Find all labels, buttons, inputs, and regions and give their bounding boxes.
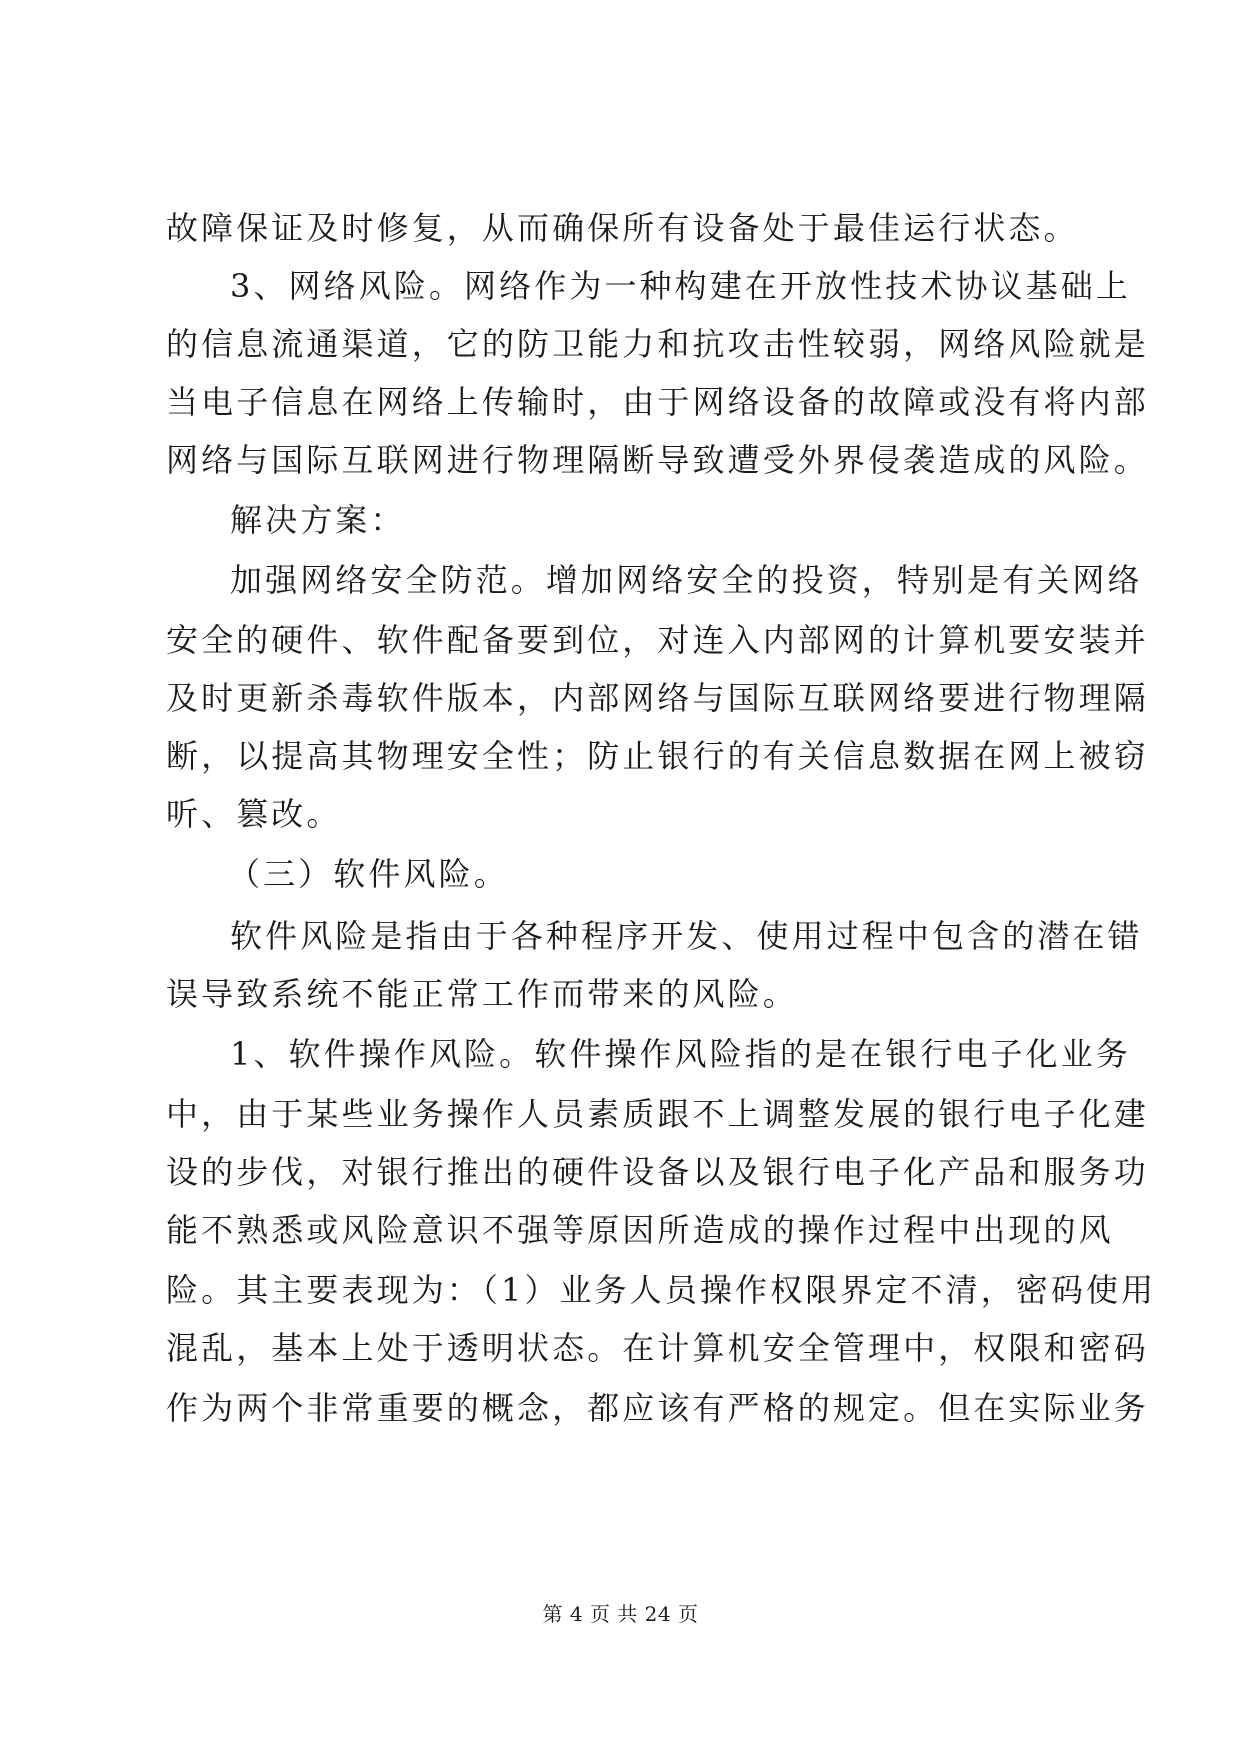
text-line: 3、网络风险。网络作为一种构建在开放性技术协议基础上 xyxy=(230,267,1131,305)
text-line: 险。其主要表现为：（1）业务人员操作权限界定不清，密码使用 xyxy=(166,1271,1157,1309)
text-line: 软件风险是指由于各种程序开发、使用过程中包含的潜在错 xyxy=(230,917,1143,955)
text-line: 误导致系统不能正常工作而带来的风险。 xyxy=(166,975,798,1013)
page-number-footer: 第 4 页 共 24 页 xyxy=(542,1602,699,1626)
text-line: 加强网络安全防范。增加网络安全的投资，特别是有关网络 xyxy=(230,561,1143,599)
text-line: 安全的硬件、软件配备要到位，对连入内部网的计算机要安装并 xyxy=(166,621,1149,659)
text-line: 解决方案： xyxy=(230,501,406,539)
text-line: 设的步伐，对银行推出的硬件设备以及银行电子化产品和服务功 xyxy=(166,1153,1149,1191)
text-line: 混乱，基本上处于透明状态。在计算机安全管理中，权限和密码 xyxy=(166,1329,1149,1367)
text-line: 断，以提高其物理安全性；防止银行的有关信息数据在网上被窃 xyxy=(166,737,1149,775)
section-heading: （三）软件风险。 xyxy=(228,855,509,893)
text-line: 能不熟悉或风险意识不强等原因所造成的操作过程中出现的风 xyxy=(166,1211,1114,1249)
text-line: 听、篡改。 xyxy=(166,795,342,833)
text-line: 及时更新杀毒软件版本，内部网络与国际互联网络要进行物理隔 xyxy=(166,679,1149,717)
text-line: 的信息流通渠道，它的防卫能力和抗攻击性较弱，网络风险就是 xyxy=(166,325,1149,363)
text-line: 中，由于某些业务操作人员素质跟不上调整发展的银行电子化建 xyxy=(166,1095,1149,1133)
text-line: 作为两个非常重要的概念，都应该有严格的规定。但在实际业务 xyxy=(166,1389,1149,1427)
text-line: 1、软件操作风险。软件操作风险指的是在银行电子化业务 xyxy=(230,1035,1131,1073)
text-line: 网络与国际互联网进行物理隔断导致遭受外界侵袭造成的风险。 xyxy=(166,441,1149,479)
text-line: 当电子信息在网络上传输时，由于网络设备的故障或没有将内部 xyxy=(166,383,1149,421)
text-line: 故障保证及时修复，从而确保所有设备处于最佳运行状态。 xyxy=(166,209,1079,247)
